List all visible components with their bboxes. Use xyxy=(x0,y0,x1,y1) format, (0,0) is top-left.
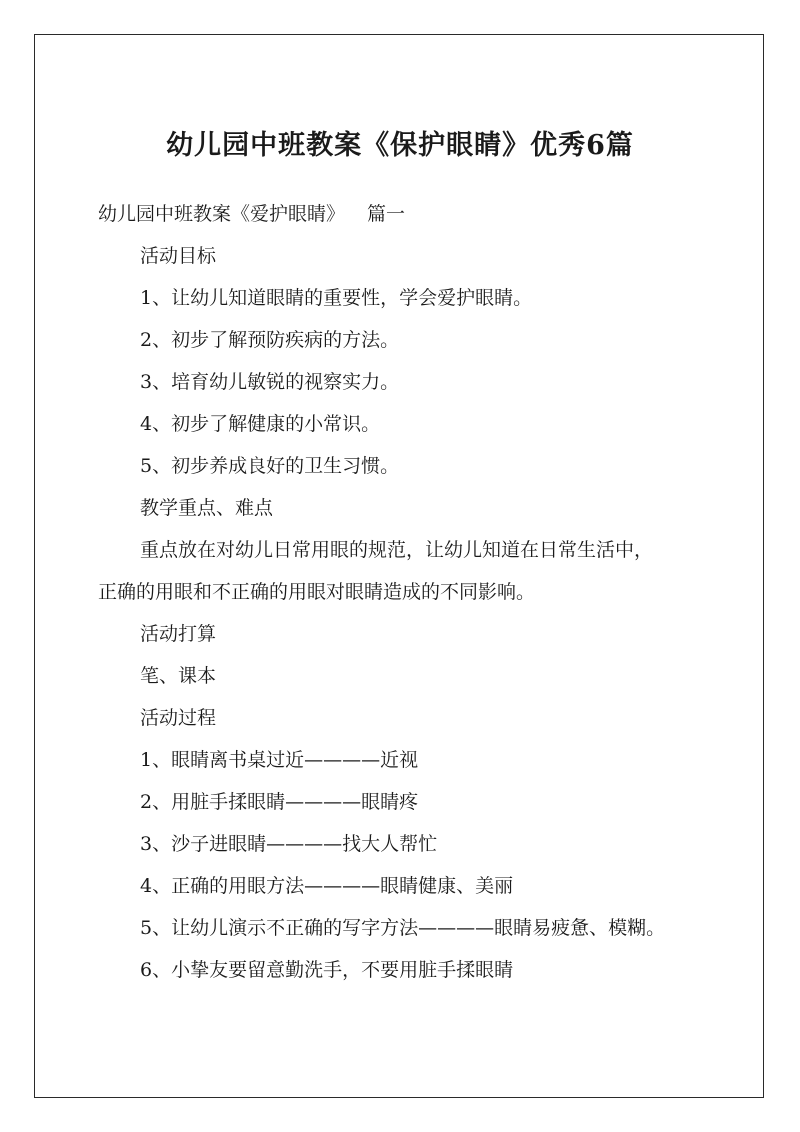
preparation-materials: 笔、课本 xyxy=(140,665,217,687)
goal-item-3: 3、培育幼儿敏锐的视察实力。 xyxy=(140,371,400,393)
process-item-3: 3、沙子进眼睛————找大人帮忙 xyxy=(140,833,438,855)
goal-item-4: 4、初步了解健康的小常识。 xyxy=(140,413,381,435)
goal-item-2: 2、初步了解预防疾病的方法。 xyxy=(140,329,400,351)
heading-activity-process: 活动过程 xyxy=(140,707,217,729)
process-item-5: 5、让幼儿演示不正确的写字方法————眼睛易疲惫、模糊。 xyxy=(140,917,666,939)
key-points-text-line-2: 正确的用眼和不正确的用眼对眼睛造成的不同影响。 xyxy=(98,581,536,603)
goal-item-1: 1、让幼儿知道眼睛的重要性，学会爱护眼睛。 xyxy=(140,287,533,309)
goal-item-5: 5、初步养成良好的卫生习惯。 xyxy=(140,455,400,477)
process-item-1: 1、眼睛离书桌过近————近视 xyxy=(140,749,419,771)
heading-key-points: 教学重点、难点 xyxy=(140,497,274,519)
section-part: 篇一 xyxy=(367,203,406,225)
section-name: 幼儿园中班教案《爱护眼睛》 xyxy=(98,203,346,225)
section-heading xyxy=(98,199,405,229)
process-item-2: 2、用脏手揉眼睛————眼睛疼 xyxy=(140,791,419,813)
heading-activity-preparation: 活动打算 xyxy=(140,623,217,645)
key-points-text-line-1: 重点放在对幼儿日常用眼的规范，让幼儿知道在日常生活中， xyxy=(140,539,654,561)
process-item-4: 4、正确的用眼方法————眼睛健康、美丽 xyxy=(140,875,514,897)
heading-activity-goals: 活动目标 xyxy=(140,245,217,267)
document-title: 幼儿园中班教案《保护眼睛》优秀6篇 xyxy=(166,130,634,161)
process-item-6: 6、小挚友要留意勤洗手，不要用脏手揉眼睛 xyxy=(140,959,514,981)
